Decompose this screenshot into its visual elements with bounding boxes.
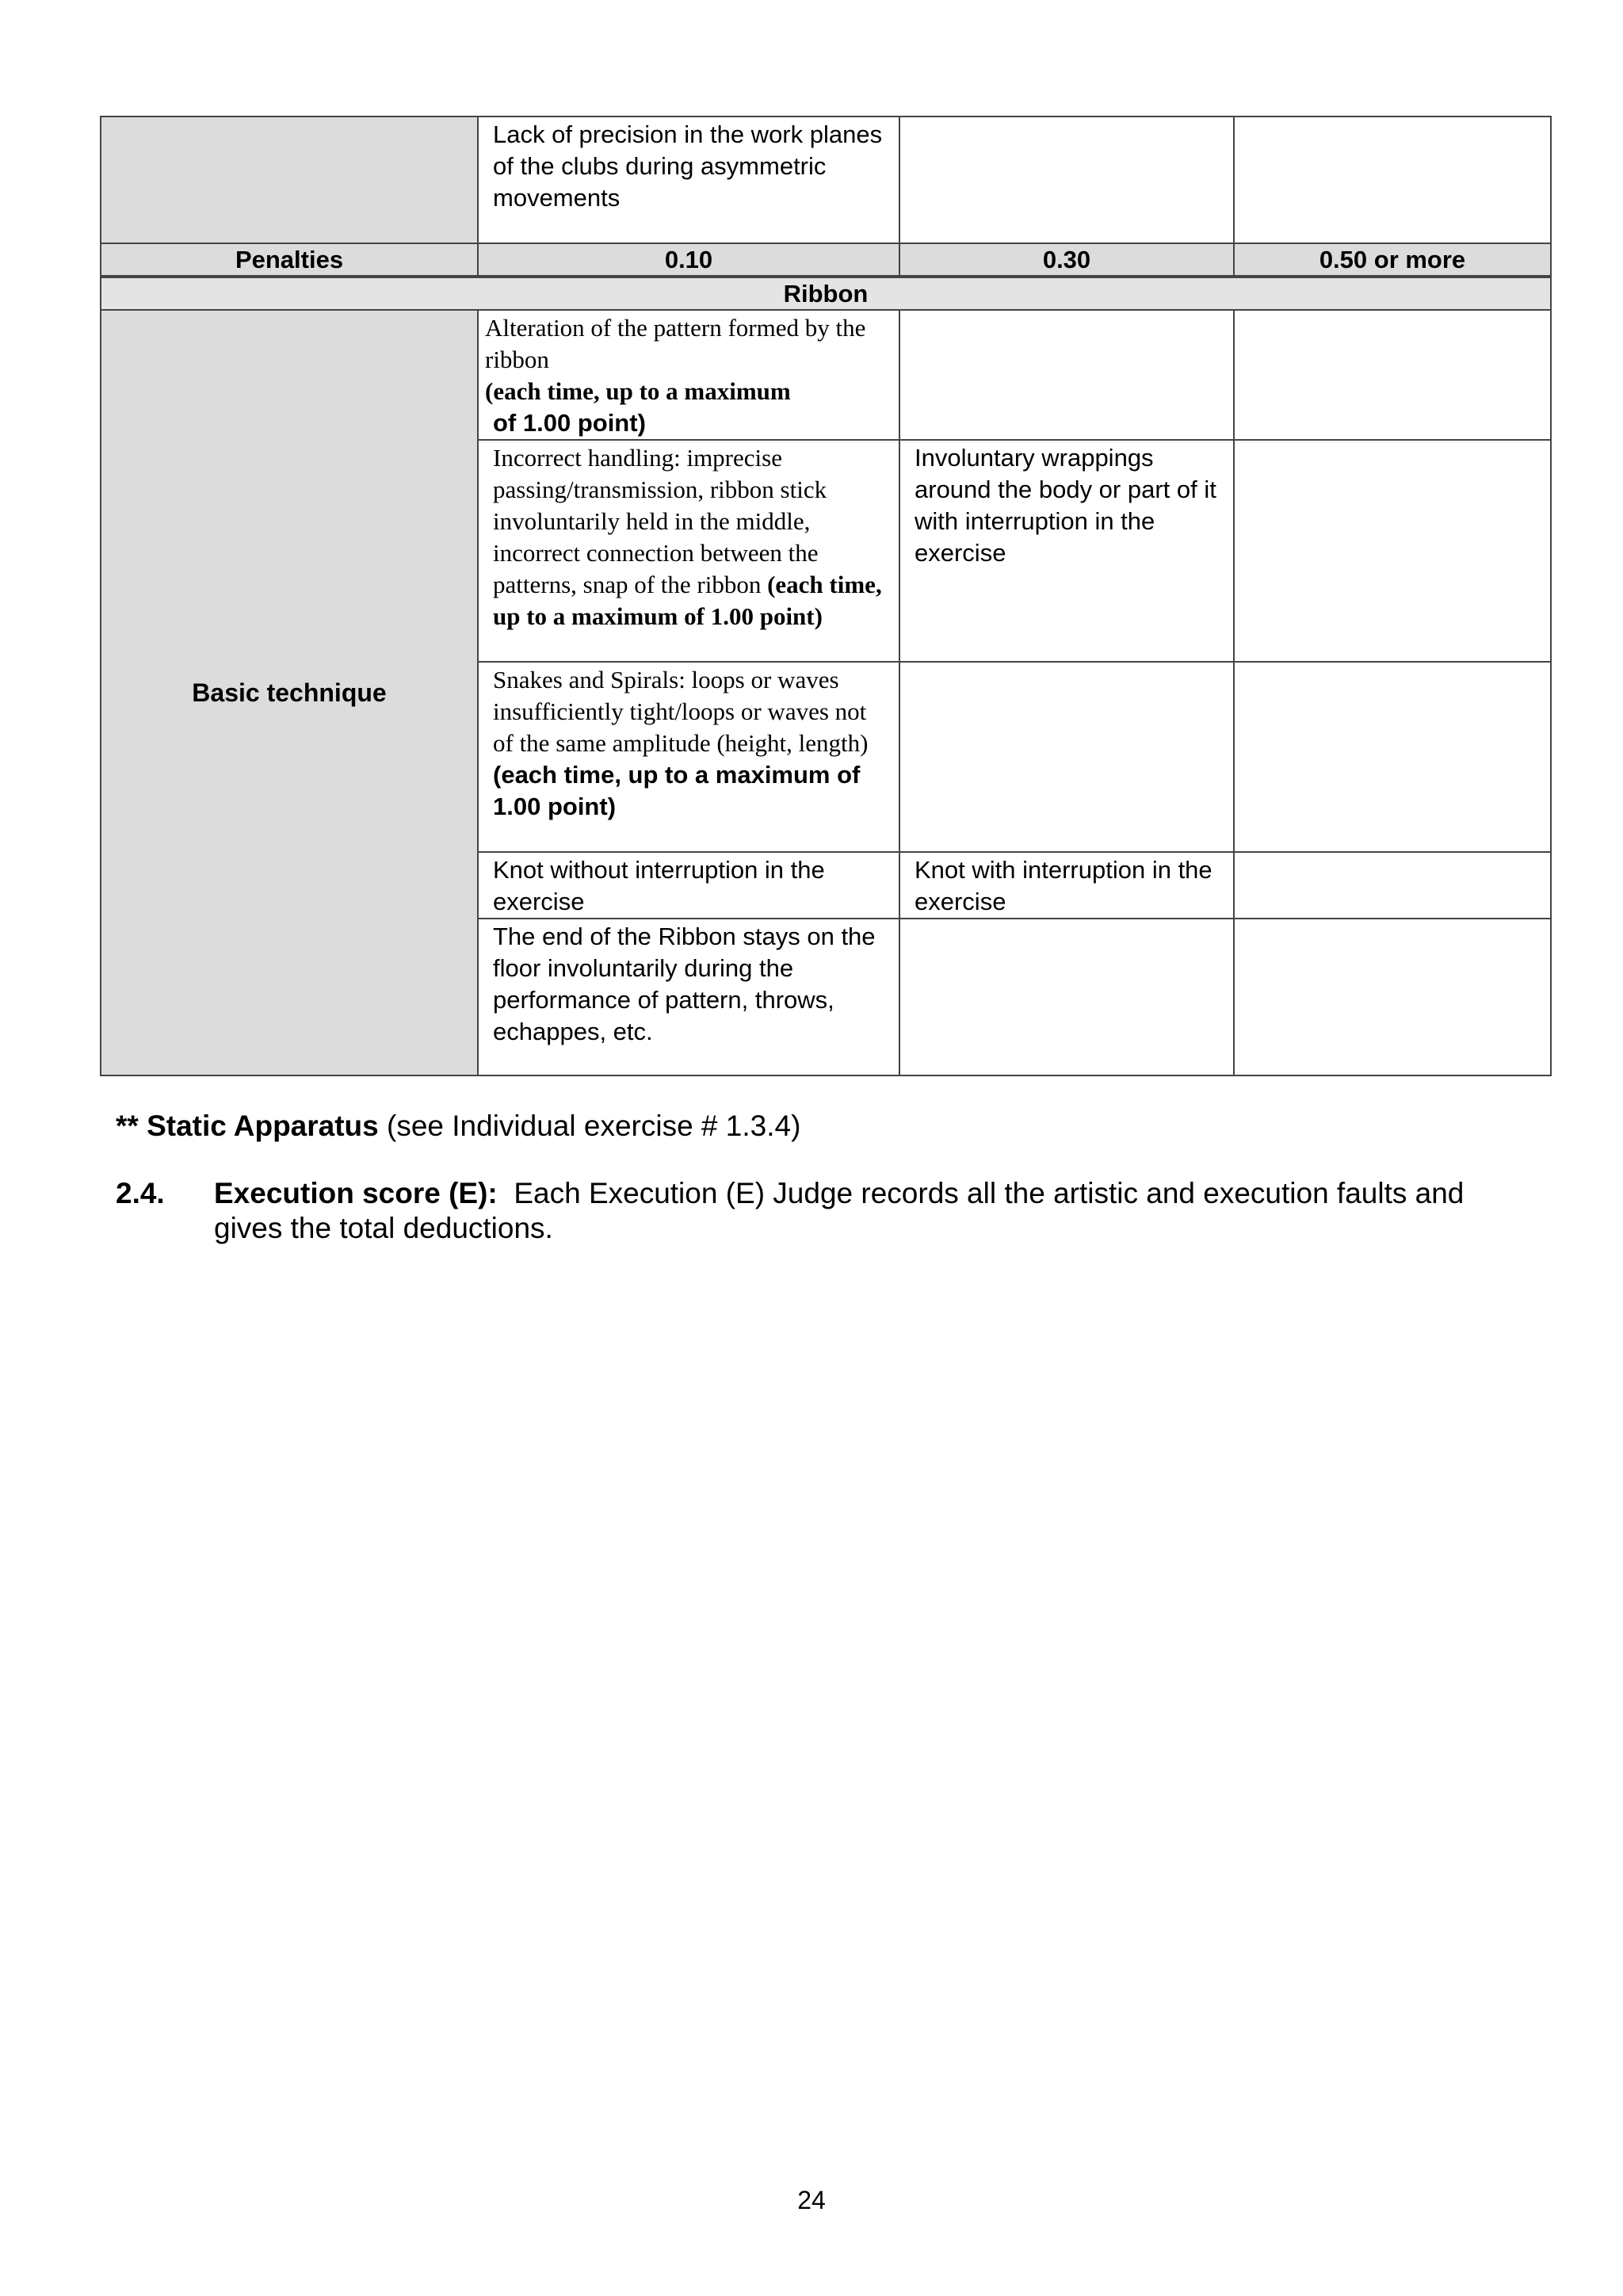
header-col-030: 0.30 [899,243,1234,277]
cell-text: The end of the Ribbon stays on the floor involuntarily during the performance of pattern, throws, echappes, etc. [493,923,876,1045]
cell-text: Alteration of the pattern formed by the ribbon (each time, up to a maximum of 1.00 point) [485,314,866,437]
cell-text: Incorrect handling: imprecise passing/transmission, ribbon stick involuntarily held in the middle, incorrect connection between the patterns, snap of the ribbon (each time, up to a maximum of 1.00 point) [493,444,882,630]
cell-penalty-010 [478,919,899,1075]
section-number: 2.4. [116,1177,165,1209]
category-cell-empty [101,117,478,243]
cell-penalty-010 [478,662,899,852]
penalty-table [100,116,1552,1076]
cell-penalty-010 [478,852,899,919]
static-apparatus-note: ** Static Apparatus (see Individual exercise # 1.3.4) [116,1110,801,1142]
cell-penalty-010 [478,310,899,440]
cell-text: Snakes and Spirals: loops or waves insufficiently tight/loops or waves not of the same amplitude (height, length) (each time, up to a maximum of 1.00 point) [493,666,869,820]
cell-penalty-030 [899,117,1234,243]
section-body [214,1176,1510,1246]
cell-penalty-030 [899,852,1234,919]
cell-penalty-050 [1234,919,1551,1075]
table-row [101,117,1551,243]
cell-text: Knot without interruption in the exercise [493,856,825,915]
cell-text: Knot with interruption in the exercise [915,856,1212,915]
cell-text: Lack of precision in the work planes of the clubs during asymmetric movements [493,120,883,212]
cell-penalty-050 [1234,852,1551,919]
header-penalties: Penalties [101,243,478,277]
table-row [101,310,1551,440]
section-title-ribbon: Ribbon [101,277,1551,310]
cell-penalty-050 [1234,662,1551,852]
header-col-050: 0.50 or more [1234,243,1551,277]
ribbon-section-row [101,277,1551,310]
penalties-header-row [101,243,1551,277]
category-basic-technique: Basic technique [101,310,478,1075]
cell-penalty-030 [899,662,1234,852]
cell-penalty-030 [899,919,1234,1075]
header-col-010: 0.10 [478,243,899,277]
page-number: 24 [797,2186,826,2214]
section-2-4 [116,1176,1510,1246]
cell-penalty-010 [478,440,899,662]
cell-penalty-030 [899,440,1234,662]
cell-penalty-050 [1234,117,1551,243]
cell-penalty-050 [1234,310,1551,440]
cell-penalty-050 [1234,440,1551,662]
cell-penalty-030 [899,310,1234,440]
section-text: Each Execution (E) Judge records all the artistic and execution faults and gives the total deductions. [214,1177,1465,1244]
section-title: Execution score (E): [214,1177,498,1209]
cell-penalty-010 [478,117,899,243]
cell-text: Involuntary wrappings around the body or part of it with interruption in the exercise [915,444,1216,567]
